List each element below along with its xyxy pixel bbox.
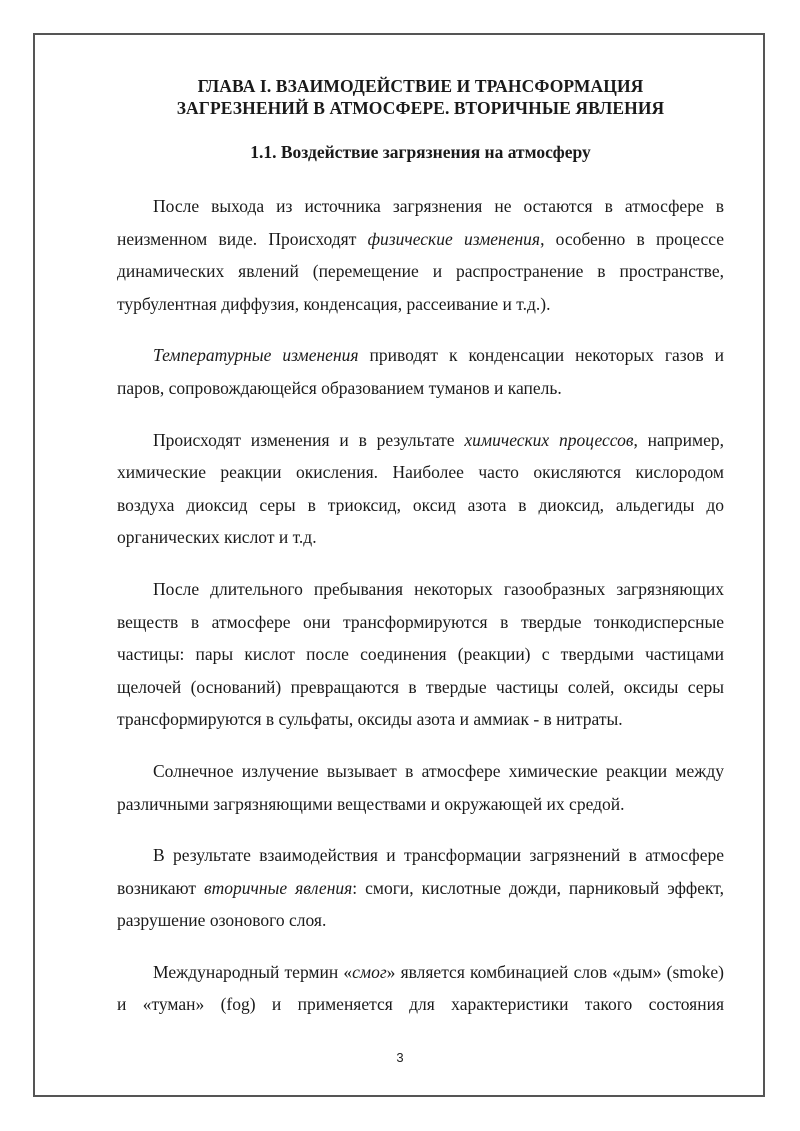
paragraph-6: [117, 839, 724, 937]
section-title: 1.1. Воздействие загрязнения на атмосферу: [250, 142, 591, 162]
paragraph-2-text-b: приводят к конденсации некоторых газов и паров, сопровождающейся образованием туманов и капель.: [117, 345, 725, 398]
paragraph-2-emphasis: Температурные изменения: [153, 345, 359, 366]
chapter-title-line-2: ЗАГРЕЗНЕНИЙ В АТМОСФЕРЕ. ВТОРИЧНЫЕ ЯВЛЕНИЯ: [176, 98, 665, 118]
paragraph-6-emphasis: вторичные явления: [204, 877, 353, 898]
paragraph-7-text-a: Международный термин «: [153, 961, 353, 982]
paragraph-3-emphasis: химических процессов: [464, 429, 634, 450]
page-number: 3: [396, 1050, 404, 1065]
paragraph-5: Солнечное излучение вызывает в атмосфере химические реакции между различными загрязняющими веществами и окружающей их средой.: [117, 760, 724, 814]
paragraph-7-text-b: » является комбинацией слов «дым» (smoke) и «туман» (fog) и применяется для характеристики такого состояния: [117, 961, 724, 1015]
paragraph-3-text-a: Происходят изменения и в результате: [153, 429, 465, 450]
paragraph-1: [117, 190, 724, 320]
paragraph-6-text-b: : смоги, кислотные дожди, парниковый эффект, разрушение озонового слоя.: [117, 877, 724, 931]
paragraph-7: [117, 956, 724, 1021]
paragraph-6-text-a: В результате взаимодействия и трансформации загрязнений в атмосфере возникают: [117, 845, 724, 898]
paragraph-1-text-b: , особенно в процессе динамических явлений (перемещение и распространение в пространстве, турбулентная диффузия, конденсация, рассеивание и т.д.).: [117, 228, 725, 314]
paragraph-1-text-a: После выхода из источника загрязнения не остаются в атмосфере в неизменном виде. Происходят: [117, 196, 724, 249]
paragraph-3-text-b: , например, химические реакции окисления. Наиболее часто окисляются кислородом воздуха диоксид серы в триоксид, оксид азота в диоксид, альдегиды до органических кислот и т.д.: [117, 429, 725, 548]
paragraph-3: [117, 424, 724, 554]
paragraph-1-emphasis: физические изменения: [367, 228, 541, 249]
document-body: [117, 75, 724, 1021]
paragraph-4: После длительного пребывания некоторых газообразных загрязняющих веществ в атмосфере они трансформируются в твердые тонкодисперсные частицы: пары кислот после соединения (реакции) с твердыми частицами щелочей (оснований) превращаются в твердые частицы солей, оксиды серы трансформируются в сульфаты, оксиды азота и аммиак - в нитраты.: [117, 578, 724, 730]
chapter-title: [117, 75, 724, 119]
paragraph-7-emphasis: смог: [352, 961, 387, 982]
paragraph-2: [117, 339, 724, 404]
chapter-title-line-1: ГЛАВА I. ВЗАИМОДЕЙСТВИЕ И ТРАНСФОРМАЦИЯ: [197, 76, 644, 96]
